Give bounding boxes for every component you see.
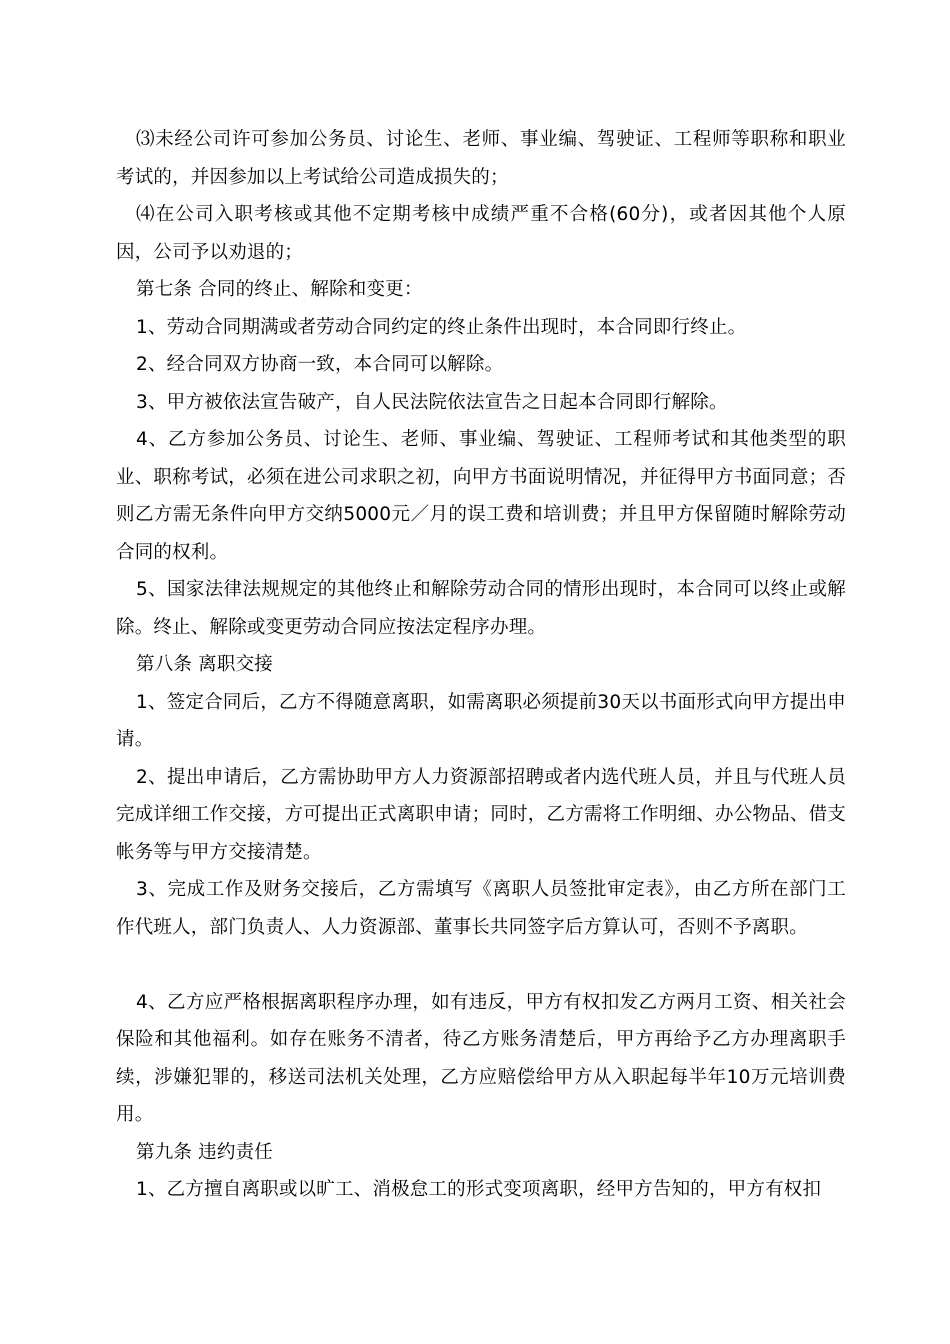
paragraph-spacer — [116, 946, 846, 984]
article-7-item-3: 3、甲方被依法宣告破产，自人民法院依法宣告之日起本合同即行解除。 — [136, 391, 728, 413]
article-7-item-1: 1、劳动合同期满或者劳动合同约定的终止条件出现时，本合同即行终止。 — [136, 316, 747, 338]
article-9-heading: 第九条 违约责任 — [136, 1141, 273, 1163]
article-9-item-1: 1、乙方擅自离职或以旷工、消极怠工的形式变项离职，经甲方告知的，甲方有权扣 — [136, 1179, 822, 1200]
article-7-item-5: 5、国家法律法规规定的其他终止和解除劳动合同的情形出现时，本合同可以终止或解除。终止、解除或变更劳动合同应按法定程序办理。 — [116, 579, 846, 638]
article-7-heading: 第七条 合同的终止、解除和变更： — [136, 279, 423, 300]
article-8-item-3: 3、完成工作及财务交接后，乙方需填写《离职人员签批审定表》，由乙方所在部门工作代班人，部门负责人、人力资源部、董事长共同签字后方算认可，否则不予离职。 — [116, 879, 846, 938]
clause-item-4: ⑷在公司入职考核或其他不定期考核中成绩严重不合格(60分)，或者因其他个人原因，公司予以劝退的； — [116, 204, 846, 263]
article-8-item-1: 1、签定合同后，乙方不得随意离职，如需离职必须提前30天以书面形式向甲方提出申请。 — [116, 691, 846, 750]
article-7-item-2: 2、经合同双方协商一致，本合同可以解除。 — [136, 354, 504, 375]
clause-item-3: ⑶未经公司许可参加公务员、讨论生、老师、事业编、驾驶证、工程师等职称和职业考试的，并因参加以上考试给公司造成损失的； — [116, 129, 846, 188]
article-8-item-4: 4、乙方应严格根据离职程序办理，如有违反，甲方有权扣发乙方两月工资、相关社会保险和其他福利。如存在账务不清者，待乙方账务清楚后，甲方再给予乙方办理离职手续，涉嫌犯罪的，移送司法机关处理，乙方应赔偿给甲方从入职起每半年10万元培训费用。 — [116, 991, 846, 1125]
article-8-heading: 第八条 离职交接 — [136, 654, 273, 675]
document-body — [116, 121, 846, 1209]
article-7-item-4: 4、乙方参加公务员、讨论生、老师、事业编、驾驶证、工程师考试和其他类型的职业、职称考试，必须在进公司求职之初，向甲方书面说明情况，并征得甲方书面同意；否则乙方需无条件向甲方交纳5000元／月的误工费和培训费；并且甲方保留随时解除劳动合同的权利。 — [116, 429, 846, 563]
article-8-item-2: 2、提出申请后，乙方需协助甲方人力资源部招聘或者内选代班人员，并且与代班人员完成详细工作交接，方可提出正式离职申请；同时，乙方需将工作明细、办公物品、借支帐务等与甲方交接清楚。 — [116, 766, 846, 863]
